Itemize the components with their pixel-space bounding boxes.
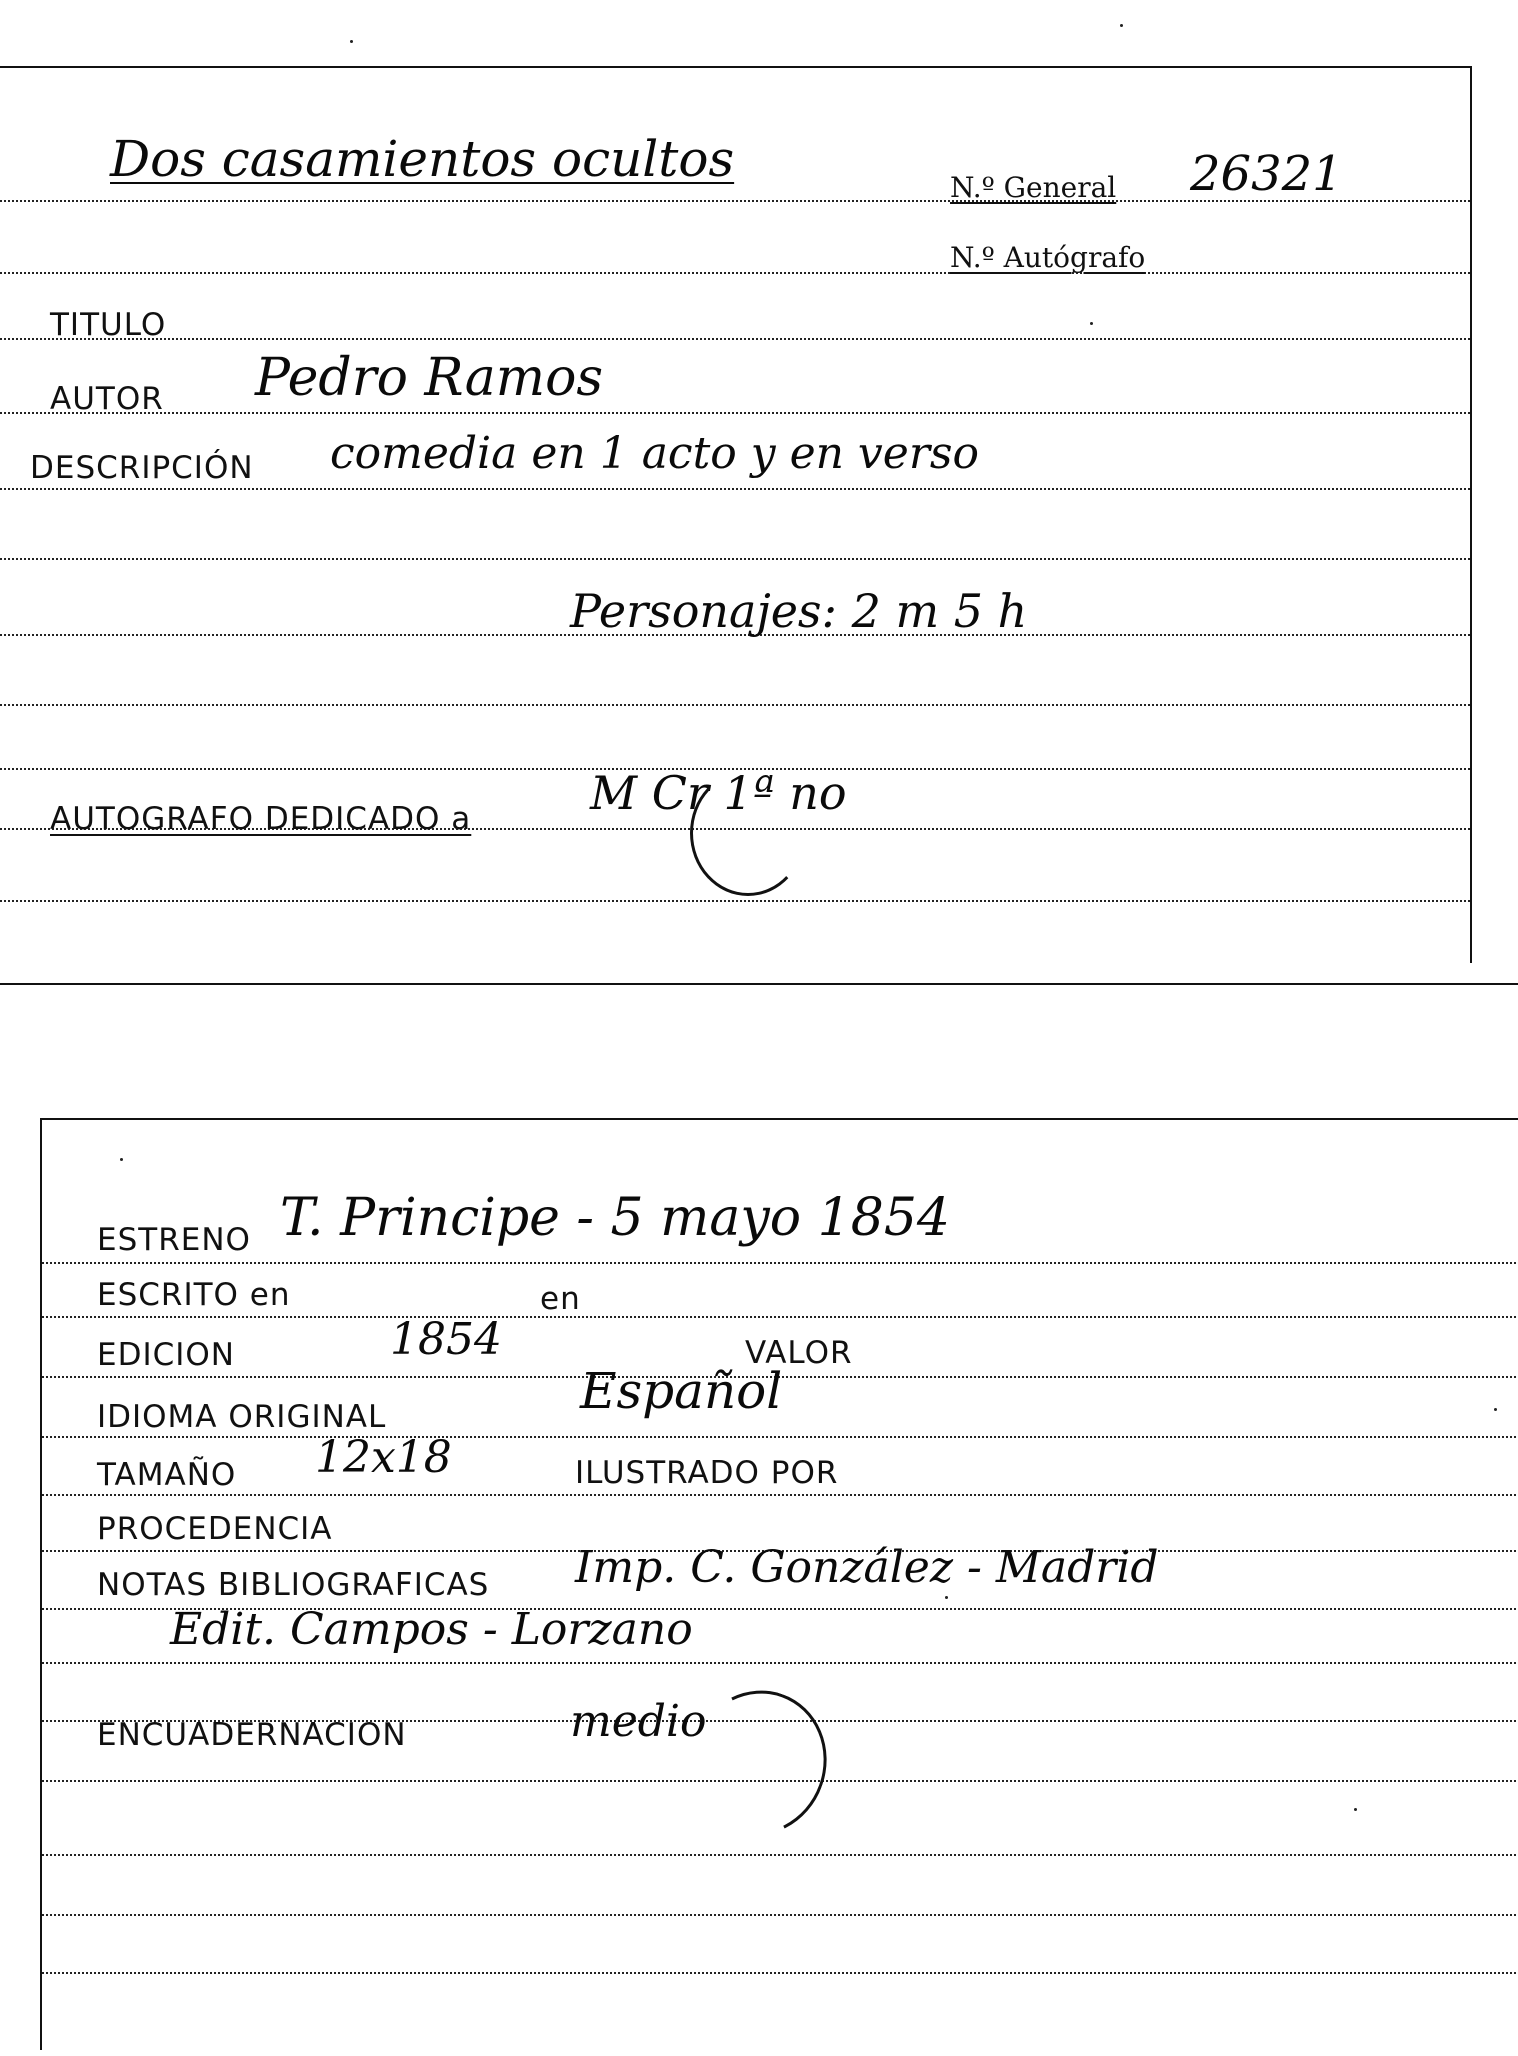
scan-speck (1120, 24, 1123, 27)
dedicado-label: AUTOGRAFO DEDICADO a (50, 801, 472, 837)
autor-label: AUTOR (50, 381, 164, 417)
idioma-label: IDIOMA ORIGINAL (97, 1399, 387, 1435)
personajes-value: Personajes: 2 m 5 h (570, 584, 1028, 638)
dedicado-value: M Cr 1ª no (590, 766, 847, 820)
title-handwritten: Dos casamientos ocultos (110, 130, 735, 188)
general-number-label: N.º General (950, 171, 1117, 204)
scan-speck (1090, 322, 1093, 325)
descripcion-label: DESCRIPCIÓN (30, 450, 254, 486)
estreno-label: ESTRENO (97, 1222, 251, 1258)
dotted-rule (0, 272, 1470, 274)
general-number-value: 26321 (1190, 146, 1343, 202)
dotted-rule (0, 704, 1470, 706)
valor-label: VALOR (745, 1335, 853, 1371)
notas-value-2: Edit. Campos - Lorzano (170, 1604, 693, 1655)
dotted-rule (0, 412, 1470, 414)
card-separator (0, 983, 1518, 985)
dotted-rule (42, 1854, 1518, 1856)
dotted-rule (42, 1972, 1518, 1974)
scan-speck (1494, 1408, 1497, 1411)
scan-speck (350, 40, 353, 43)
dotted-rule (0, 558, 1470, 560)
tamano-label: TAMAÑO (97, 1457, 237, 1493)
dotted-rule (42, 1316, 1518, 1318)
notas-label: NOTAS BIBLIOGRAFICAS (97, 1567, 490, 1603)
dotted-rule (42, 1262, 1518, 1264)
descripcion-value: comedia en 1 acto y en verso (330, 428, 979, 479)
tamano-value: 12x18 (315, 1432, 452, 1483)
dotted-rule (0, 900, 1470, 902)
escrito-en-label: en (540, 1281, 581, 1317)
punch-hole-mark (690, 770, 806, 896)
dotted-rule (0, 488, 1470, 490)
dotted-rule (42, 1436, 1518, 1438)
scan-speck (120, 1158, 123, 1161)
dotted-rule (42, 1914, 1518, 1916)
dotted-rule (42, 1662, 1518, 1664)
estreno-value: T. Principe - 5 mayo 1854 (280, 1188, 950, 1248)
notas-value-1: Imp. C. González - Madrid (575, 1542, 1159, 1593)
scan-speck (1354, 1808, 1357, 1811)
titulo-label: TITULO (50, 307, 167, 343)
edicion-label: EDICION (97, 1337, 235, 1373)
procedencia-label: PROCEDENCIA (97, 1511, 333, 1547)
autor-value: Pedro Ramos (255, 348, 604, 408)
dotted-rule (42, 1494, 1518, 1496)
scan-speck (945, 1596, 948, 1599)
idioma-value: Español (580, 1362, 783, 1420)
ilustrado-label: ILUSTRADO POR (575, 1455, 839, 1491)
encuadernacion-value: medio (570, 1696, 707, 1747)
edicion-value: 1854 (390, 1314, 502, 1365)
dotted-rule (0, 338, 1470, 340)
encuadernacion-label: ENCUADERNACION (97, 1717, 407, 1753)
escrito-label: ESCRITO en (97, 1277, 291, 1313)
autograph-number-label: N.º Autógrafo (950, 241, 1146, 274)
